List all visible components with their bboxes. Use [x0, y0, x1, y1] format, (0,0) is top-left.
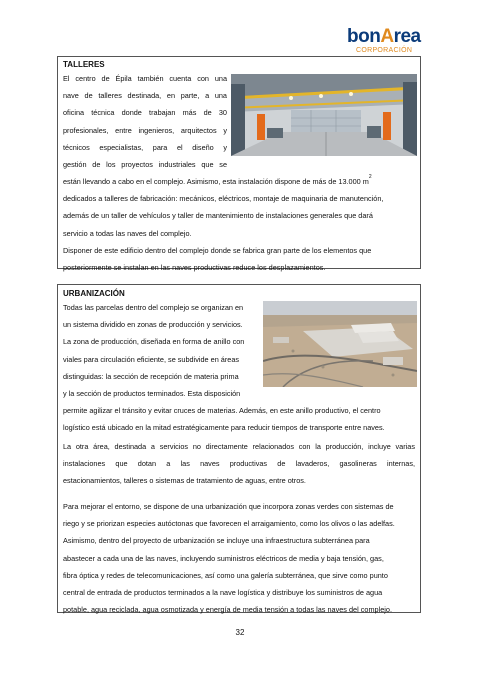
urbanizacion-paragraph-1: [63, 402, 415, 436]
urbanizacion-paragraph-3: [63, 498, 415, 618]
talleres-text-wide: [63, 173, 415, 276]
text-line: fibra óptica y redes de telecomunicaciones, así como una galería subterránea, que sirve como punto: [63, 570, 388, 580]
urbanizacion-text-narrow: [63, 299, 259, 402]
text-line: La zona de producción, diseñada en forma de anillo con: [63, 337, 245, 347]
text-line: gestión de los proyectos industriales que se: [63, 160, 227, 170]
talleres-text-narrow: [63, 70, 227, 173]
text-line: y la sección de productos terminados. Esta disposición: [63, 389, 241, 399]
text-line: dedicados a talleres de fabricación: mecánicos, eléctricos, montaje de maquinaria de manutención,: [63, 194, 384, 204]
text-line: técnicos especialistas, para el diseño y: [63, 142, 227, 152]
text-line: Disponer de este edificio dentro del complejo donde se fabrica gran parte de los elementos que: [63, 245, 372, 255]
text-line: además de un taller de vehículos y taller de mantenimiento de instalaciones generales que dará: [63, 211, 373, 221]
section-title: URBANIZACIÓN: [63, 289, 125, 298]
logo-wordmark: bonArea: [347, 26, 421, 47]
urbanizacion-section: [57, 284, 421, 613]
section-title: TALLERES: [63, 60, 105, 69]
page-number: 32: [235, 628, 245, 637]
text-line-area: están llevando a cabo en el complejo. Asimismo, esta instalación dispone de más de 13.000 $m^2$: [63, 174, 372, 186]
text-line: nave de talleres destinada, en parte, a una: [63, 91, 227, 101]
text-line: Para mejorar el entorno, se dispone de una urbanización que incorpora zonas verdes con sistemas de: [63, 502, 394, 511]
text-line: riego y se priorizan especies autóctonas que favorecen el arraigamiento, como los olivos o las adelfas.: [63, 519, 395, 529]
text-line: oficina técnica donde trabajan más de 30: [63, 108, 227, 118]
text-line: instalaciones que dotan a las naves productivas de lavaderos, gasolineras internas,: [63, 459, 415, 469]
talleres-section: [57, 56, 421, 273]
text-line: Todas las parcelas dentro del complejo se organizan en: [63, 303, 244, 312]
text-line: un sistema dividido en zonas de producción y servicios.: [63, 320, 243, 330]
text-line: logístico está ubicado en la mitad estratégicamente para reducir tiempos de transporte entre naves.: [63, 423, 385, 433]
text-line: profesionales, entre ingenieros, arquitectos y: [63, 125, 227, 135]
text-line: abastecer a cada una de las naves, incluyendo suministros eléctricos de media y baja tensión, gas,: [63, 553, 384, 563]
text-line: permite agilizar el tránsito y evitar cruces de materias. Además, en este anillo productivo, el centro: [63, 406, 381, 415]
bonarea-logo: [342, 27, 426, 57]
text-line: La otra área, destinada a servicios no directamente relacionados con la producción, incluye varias: [63, 442, 415, 451]
text-line: viales para circulación eficiente, se subdivide en áreas: [63, 354, 240, 364]
text-line: potable, agua reciclada, agua osmotizada y energía de media tensión a todas las naves del complejo.: [63, 605, 392, 615]
urbanizacion-paragraph-2: [63, 438, 415, 490]
text-line: distinguidas: la sección de recepción de materia prima: [63, 371, 239, 381]
text-line: estacionamientos, talleres o sistemas de tratamiento de aguas, entre otros.: [63, 476, 306, 486]
logo-subtitle: CORPORACIÓN: [356, 47, 413, 54]
text-line: central de entrada de productos terminados a la nave logística y distribuye los suministros de agua: [63, 588, 383, 598]
text-line: servicio a todas las naves del complejo.: [63, 228, 192, 238]
text-line: Asimismo, dentro del proyecto de urbanización se incluye una infraestructura subterránea para: [63, 536, 370, 546]
text-line: El centro de Épila también cuenta con una: [63, 74, 227, 83]
text-line: posteriormente se instalan en las naves productivas reduce los desplazamientos.: [63, 263, 326, 273]
